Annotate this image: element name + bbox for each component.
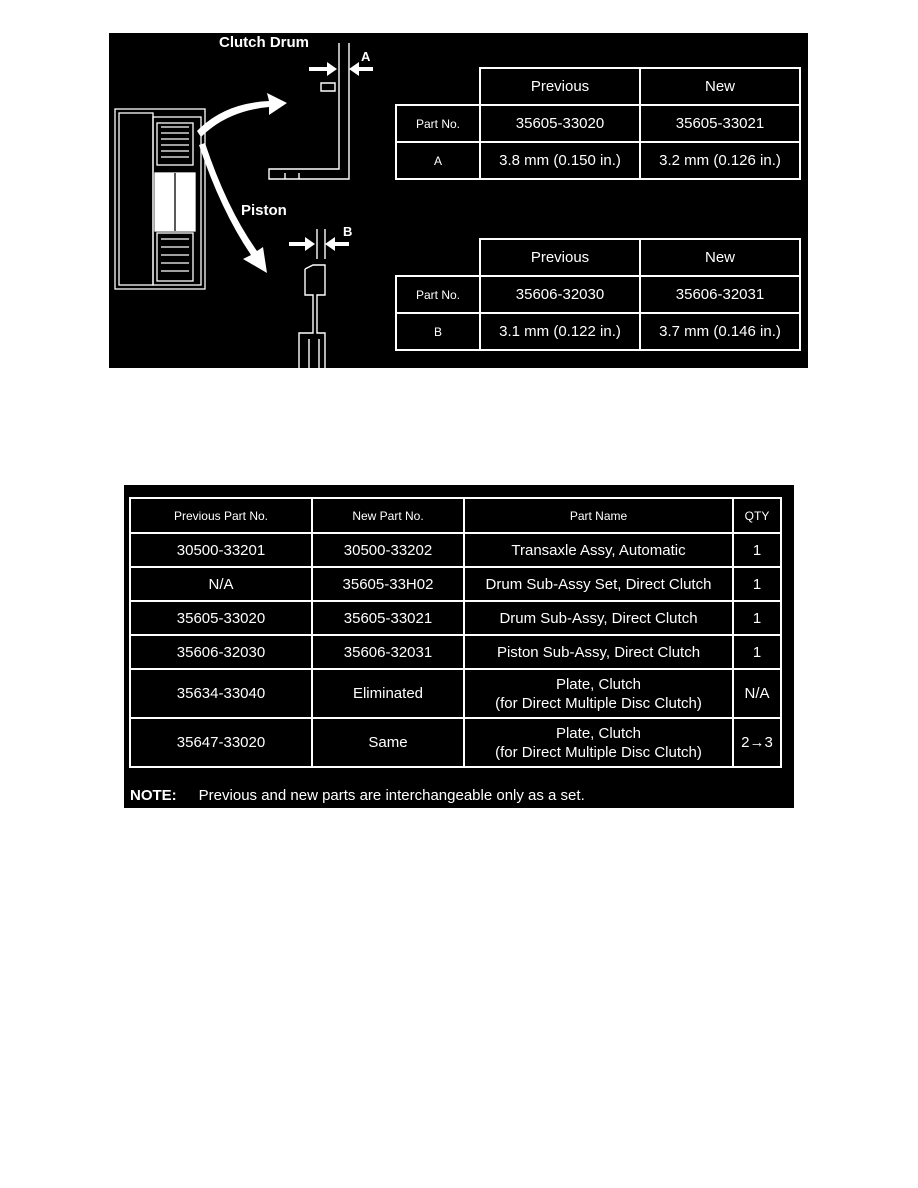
part-name-line-1: Plate, Clutch bbox=[555, 724, 642, 742]
part-name bbox=[464, 669, 733, 718]
column-header-new-part-no: New Part No. bbox=[312, 498, 464, 533]
qty: 1 bbox=[733, 635, 781, 669]
new-value: 3.7 mm (0.146 in.) bbox=[640, 313, 800, 350]
row-label: Part No. bbox=[396, 105, 480, 142]
spec-table-piston bbox=[395, 238, 801, 351]
qty: N/A bbox=[733, 669, 781, 718]
transaxle-cross-section bbox=[115, 109, 205, 289]
parts-table bbox=[129, 497, 782, 768]
previous-part-no: 35647-33020 bbox=[130, 718, 312, 767]
spec-table-row bbox=[396, 313, 800, 350]
clutch-drum-detail bbox=[269, 43, 349, 179]
dimension-a-label: A bbox=[361, 49, 371, 64]
new-part-no: 30500-33202 bbox=[312, 533, 464, 567]
part-name: Drum Sub-Assy, Direct Clutch bbox=[464, 601, 733, 635]
column-header-part-name: Part Name bbox=[464, 498, 733, 533]
table-row bbox=[130, 567, 781, 601]
row-label: A bbox=[396, 142, 480, 179]
new-part-no: 35605-33021 bbox=[312, 601, 464, 635]
parts-panel bbox=[124, 485, 794, 808]
spec-table-row bbox=[396, 142, 800, 179]
note-line bbox=[130, 787, 585, 804]
spec-table-row bbox=[396, 276, 800, 313]
table-row bbox=[130, 635, 781, 669]
previous-part-no: 30500-33201 bbox=[130, 533, 312, 567]
column-header-new: New bbox=[640, 239, 800, 276]
column-header-previous: Previous bbox=[480, 239, 640, 276]
spec-table-row bbox=[396, 105, 800, 142]
table-row bbox=[130, 601, 781, 635]
new-part-no: 35606-32031 bbox=[312, 635, 464, 669]
spec-table-header-row bbox=[396, 68, 800, 105]
part-name-line-2: (for Direct Multiple Disc Clutch) bbox=[495, 743, 702, 761]
table-row bbox=[130, 718, 781, 767]
qty: 1 bbox=[733, 533, 781, 567]
column-header-qty: QTY bbox=[733, 498, 781, 533]
figure-panel bbox=[109, 33, 808, 368]
previous-part-no: 35634-33040 bbox=[130, 669, 312, 718]
previous-value: 3.1 mm (0.122 in.) bbox=[480, 313, 640, 350]
part-name: Piston Sub-Assy, Direct Clutch bbox=[464, 635, 733, 669]
previous-part-no: N/A bbox=[130, 567, 312, 601]
part-name bbox=[464, 718, 733, 767]
dimension-b-label: B bbox=[343, 224, 353, 239]
row-label: Part No. bbox=[396, 276, 480, 313]
previous-part-no: 35606-32030 bbox=[130, 635, 312, 669]
new-value: 3.2 mm (0.126 in.) bbox=[640, 142, 800, 179]
note-label: NOTE: bbox=[130, 787, 177, 804]
qty: 1 bbox=[733, 601, 781, 635]
new-value: 35605-33021 bbox=[640, 105, 800, 142]
dim-b-arrows bbox=[289, 237, 349, 251]
column-header-previous: Previous bbox=[480, 68, 640, 105]
new-part-no: 35605-33H02 bbox=[312, 567, 464, 601]
piston-detail bbox=[299, 229, 325, 368]
parts-table-header-row bbox=[130, 498, 781, 533]
piston-label: Piston bbox=[241, 202, 287, 219]
previous-part-no: 35605-33020 bbox=[130, 601, 312, 635]
note-text: Previous and new parts are interchangeable only as a set. bbox=[198, 787, 585, 804]
new-part-no: Eliminated bbox=[312, 669, 464, 718]
spec-table-header-row bbox=[396, 239, 800, 276]
previous-value: 35605-33020 bbox=[480, 105, 640, 142]
new-part-no: Same bbox=[312, 718, 464, 767]
part-name: Drum Sub-Assy Set, Direct Clutch bbox=[464, 567, 733, 601]
previous-value: 35606-32030 bbox=[480, 276, 640, 313]
callout-arrow-drum bbox=[197, 93, 287, 137]
clutch-drum-label: Clutch Drum bbox=[219, 34, 309, 51]
qty: 1 bbox=[733, 567, 781, 601]
previous-value: 3.8 mm (0.150 in.) bbox=[480, 142, 640, 179]
column-header-previous-part-no: Previous Part No. bbox=[130, 498, 312, 533]
row-label: B bbox=[396, 313, 480, 350]
spec-table-clutch-drum bbox=[395, 67, 801, 180]
part-name-line-1: Plate, Clutch bbox=[555, 675, 642, 693]
table-row bbox=[130, 669, 781, 718]
part-name: Transaxle Assy, Automatic bbox=[464, 533, 733, 567]
table-row bbox=[130, 533, 781, 567]
new-value: 35606-32031 bbox=[640, 276, 800, 313]
column-header-new: New bbox=[640, 68, 800, 105]
qty: 2→3 bbox=[733, 718, 781, 767]
dim-a-arrows bbox=[309, 62, 373, 76]
part-name-line-2: (for Direct Multiple Disc Clutch) bbox=[495, 694, 702, 712]
